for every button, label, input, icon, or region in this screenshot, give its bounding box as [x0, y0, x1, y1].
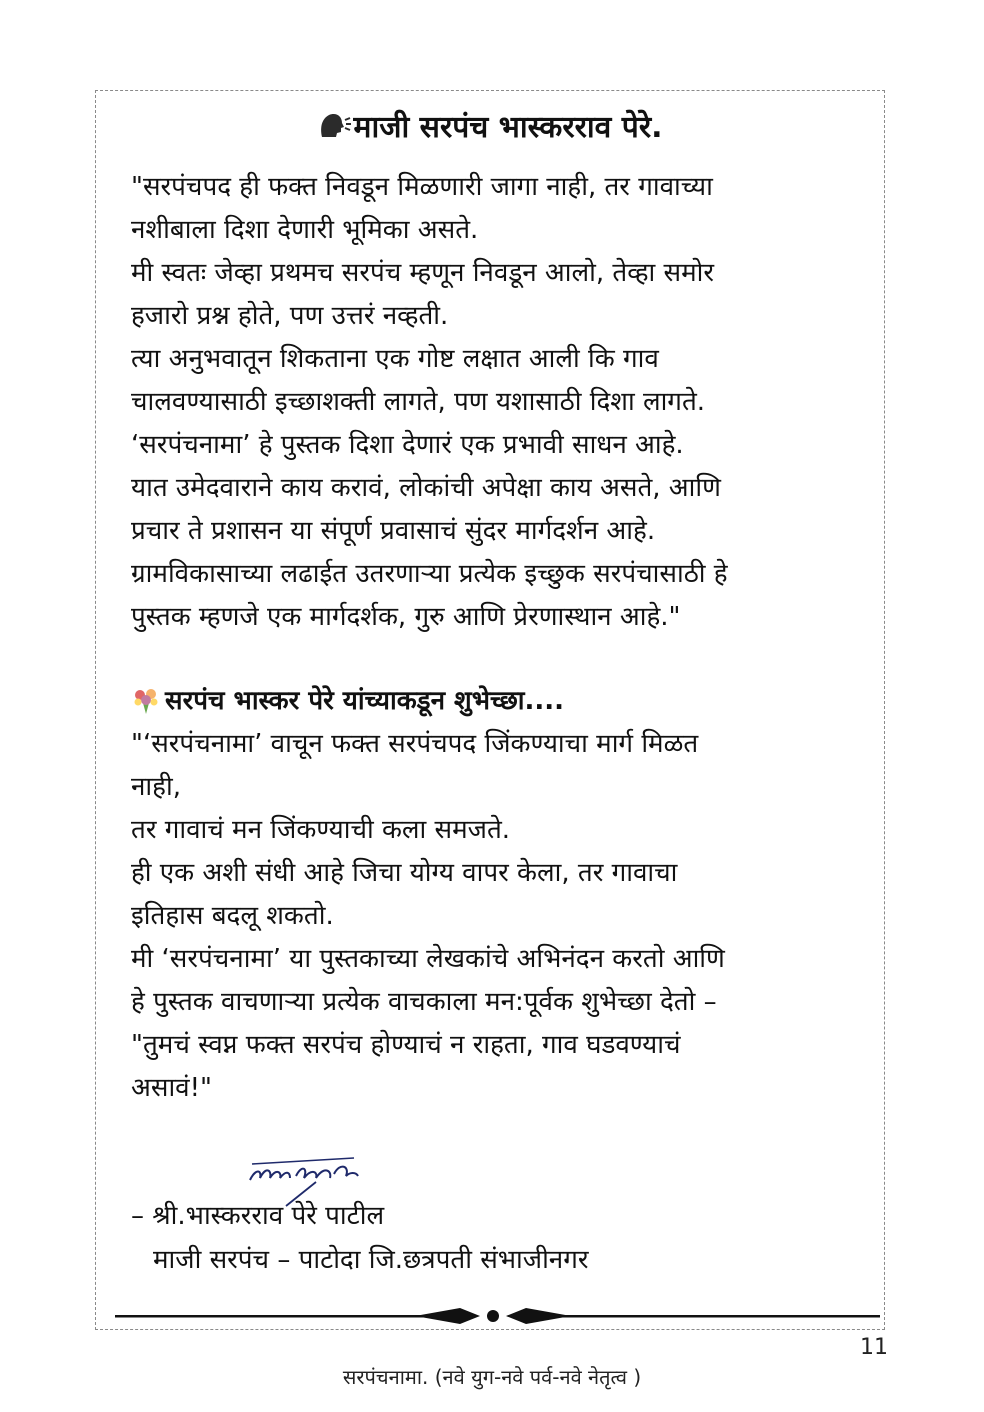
text-line: "‘सरपंचनामा’ वाचून फक्त सरपंचपद जिंकण्याचा मार्ग मिळत [131, 729, 699, 759]
quote-paragraph-1 [131, 166, 851, 639]
text-line: असावं!" [131, 1073, 213, 1103]
signatory-role: माजी सरपंच – पाटोदा जि.छत्रपती संभाजीनगर [153, 1245, 589, 1275]
text-line: इतिहास बदलू शकतो. [131, 901, 334, 931]
text-line: ‘सरपंचनामा’ हे पुस्तक दिशा देणारं एक प्रभावी साधन आहे. [131, 430, 684, 460]
text-line: यात उमेदवाराने काय करावं, लोकांची अपेक्षा काय असते, आणि [131, 473, 721, 503]
text-line: ग्रामविकासाच्या लढाईत उतरणाऱ्या प्रत्येक इच्छुक सरपंचासाठी हे [131, 559, 728, 589]
text-line: पुस्तक म्हणजे एक मार्गदर्शक, गुरु आणि प्रेरणास्थान आहे." [131, 602, 681, 632]
text-line: हजारो प्रश्न होते, पण उत्तरं नव्हती. [131, 301, 449, 331]
quote-paragraph-2 [131, 723, 851, 1110]
page-title [95, 104, 885, 152]
text-line: हे पुस्तक वाचणाऱ्या प्रत्येक वाचकाला मन:पूर्वक शुभेच्छा देतो – [131, 987, 717, 1017]
text-line: त्या अनुभवातून शिकताना एक गोष्ट लक्षात आली कि गाव [131, 344, 659, 374]
text-line: "सरपंचपद ही फक्त निवडून मिळणारी जागा नाही, तर गावाच्या [131, 172, 713, 202]
speaking-head-icon [318, 111, 352, 141]
signatory-name: – श्री.भास्करराव पेरे पाटील [131, 1201, 385, 1231]
text-line: नाही, [131, 772, 181, 802]
title-text: माजी सरपंच भास्करराव पेरे. [353, 110, 663, 145]
book-footer: सरपंचनामा. (नवे युग-नवे पर्व-नवे नेतृत्व ) [342, 1365, 642, 1389]
text-line: तर गावाचं मन जिंकण्याची कला समजते. [131, 815, 511, 845]
text-line: ही एक अशी संधी आहे जिचा योग्य वापर केला, तर गावाचा [131, 858, 678, 888]
text-line: मी ‘सरपंचनामा’ या पुस्तकाच्या लेखकांचे अभिनंदन करतो आणि [131, 944, 725, 974]
text-line: नशीबाला दिशा देणारी भूमिका असते. [131, 215, 479, 245]
wish-heading [131, 680, 564, 723]
wish-heading-text: सरपंच भास्कर पेरे यांच्याकडून शुभेच्छा.... [165, 686, 565, 716]
bouquet-icon [131, 685, 161, 715]
text-line: "तुमचं स्वप्न फक्त सरपंच होण्याचं न राहता, गाव घडवण्याचं [131, 1030, 681, 1060]
text-line: मी स्वतः जेव्हा प्रथमच सरपंच म्हणून निवडून आलो, तेव्हा समोर [131, 258, 715, 288]
divider-ornament [115, 1302, 880, 1330]
page-number: 11 [860, 1335, 888, 1360]
text-line: प्रचार ते प्रशासन या संपूर्ण प्रवासाचं सुंदर मार्गदर्शन आहे. [131, 516, 656, 546]
text-line: चालवण्यासाठी इच्छाशक्ती लागते, पण यशासाठी दिशा लागते. [131, 387, 706, 417]
